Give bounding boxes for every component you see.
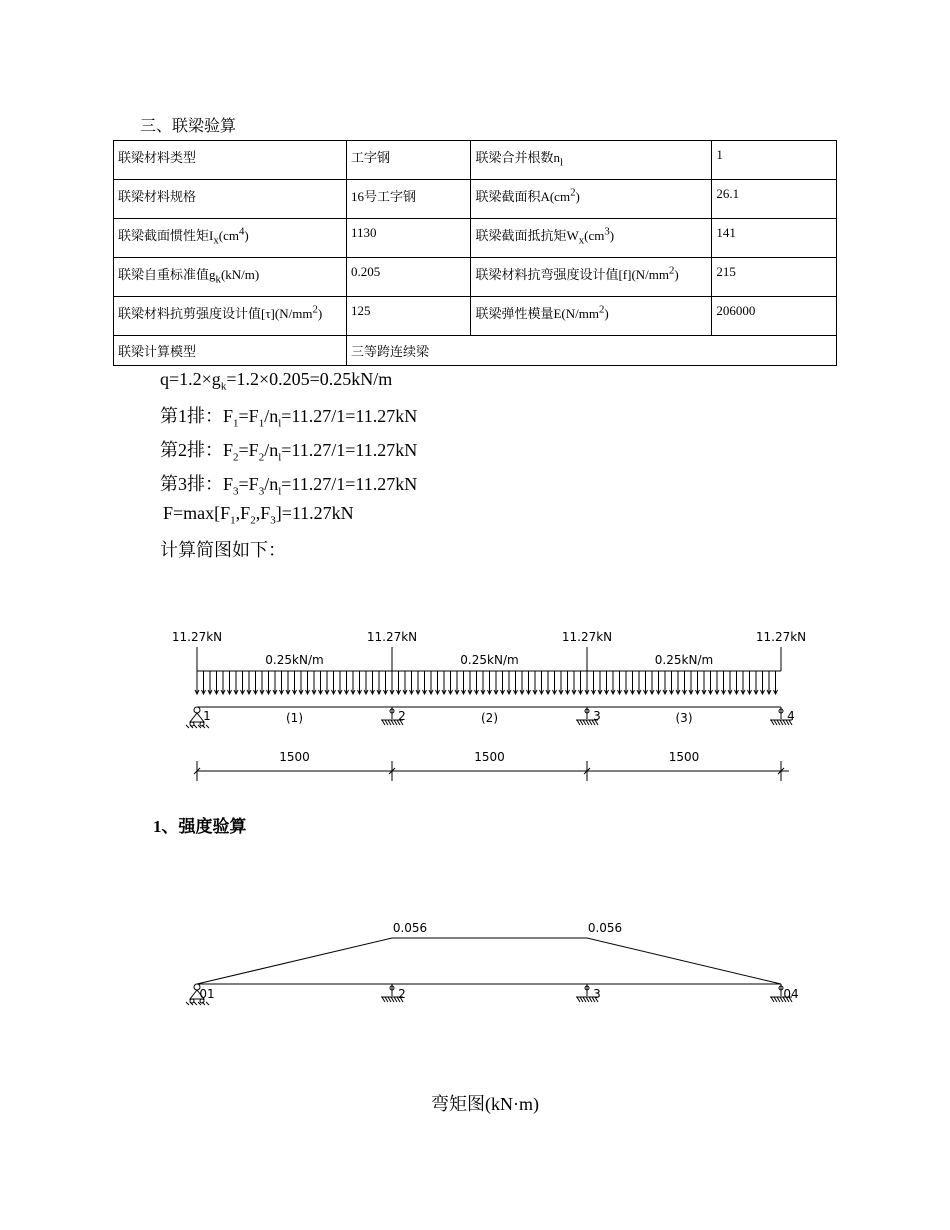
distributed-load-label: 0.25kN/m	[460, 653, 519, 667]
span-label: (3)	[675, 711, 693, 725]
support-label: 4	[787, 709, 795, 723]
table-row	[114, 258, 837, 297]
param-value: 1130	[346, 219, 470, 258]
distributed-load-label: 0.25kN/m	[654, 653, 714, 667]
point-load-label: 11.27kN	[171, 630, 223, 644]
formula-row3: 第3排：$F_3=F_3/n_l=11.27/1=11.27kN$	[160, 474, 418, 498]
param-value: 三等跨连续梁	[346, 336, 836, 366]
param-value: 141	[712, 219, 837, 258]
load-diagram	[0, 620, 950, 790]
moment-caption: 弯矩图(kN·m)	[431, 1094, 539, 1114]
param-value: 0.205	[346, 258, 470, 297]
support-label: 1	[203, 709, 211, 723]
support-label: 3	[593, 987, 601, 1001]
formula-fmax: $F=\max[F_1,F_2,F_3]=11.27kN$	[163, 503, 354, 527]
table-row	[114, 297, 837, 336]
param-value: 206000	[712, 297, 837, 336]
moment-diagram	[0, 910, 950, 1020]
param-label: 联梁材料抗弯强度设计值$[f](N/mm^2)$	[471, 258, 712, 297]
formula-q: $q=1.2\times g_k=1.2\times 0.205=0.25kN/m$	[160, 369, 393, 393]
diagram-intro: 计算简图如下：	[160, 540, 286, 560]
point-load-label: 11.27kN	[755, 630, 807, 644]
span-label: (2)	[481, 711, 498, 725]
table-row	[114, 336, 837, 366]
param-value: 1	[712, 141, 837, 180]
support-label: 04	[783, 987, 799, 1001]
param-label: 联梁材料类型	[114, 141, 347, 180]
parameters-table	[113, 140, 837, 366]
formula-row1: 第1排：$F_1=F_1/n_l=11.27/1=11.27kN$	[160, 406, 418, 430]
moment-peak-label: 0.056	[392, 921, 428, 935]
param-label: 联梁材料规格	[114, 180, 347, 219]
param-value: 16号工字钢	[346, 180, 470, 219]
strength-heading: 1、强度验算	[153, 817, 247, 836]
param-value: 工字钢	[346, 141, 470, 180]
param-label: 联梁自重标准值$g_k(kN/m)$	[114, 258, 347, 297]
param-label: 联梁截面惯性矩$I_x(cm^4)$	[114, 219, 347, 258]
param-label: 联梁弹性模量$E(N/mm^2)$	[471, 297, 712, 336]
param-label: 联梁计算模型	[114, 336, 347, 366]
table-row	[114, 180, 837, 219]
param-label: 联梁截面积$A(cm^2)$	[471, 180, 712, 219]
section-title: 三、联梁验算	[140, 118, 237, 135]
param-value: 215	[712, 258, 837, 297]
moment-peak-label: 0.056	[587, 921, 623, 935]
param-value: 26.1	[712, 180, 837, 219]
span-length-label: 1500	[279, 750, 310, 764]
point-load-label: 11.27kN	[561, 630, 613, 644]
param-label: 联梁合并根数$n_l$	[471, 141, 712, 180]
support-label: 2	[398, 987, 406, 1001]
formula-row2: 第2排：$F_2=F_2/n_l=11.27/1=11.27kN$	[160, 440, 418, 464]
span-label: (1)	[286, 711, 303, 725]
support-label: 2	[398, 709, 406, 723]
param-value: 125	[346, 297, 470, 336]
point-load-label: 11.27kN	[366, 630, 418, 644]
span-length-label: 1500	[474, 750, 505, 764]
param-label: 联梁材料抗剪强度设计值$[\tau](N/mm^2)$	[114, 297, 347, 336]
span-length-label: 1500	[668, 750, 700, 764]
table-row	[114, 141, 837, 180]
support-label: 3	[593, 709, 601, 723]
table-row	[114, 219, 837, 258]
distributed-load-label: 0.25kN/m	[265, 653, 324, 667]
support-label: 01	[199, 987, 215, 1001]
param-label: 联梁截面抵抗矩$W_x(cm^3)$	[471, 219, 712, 258]
